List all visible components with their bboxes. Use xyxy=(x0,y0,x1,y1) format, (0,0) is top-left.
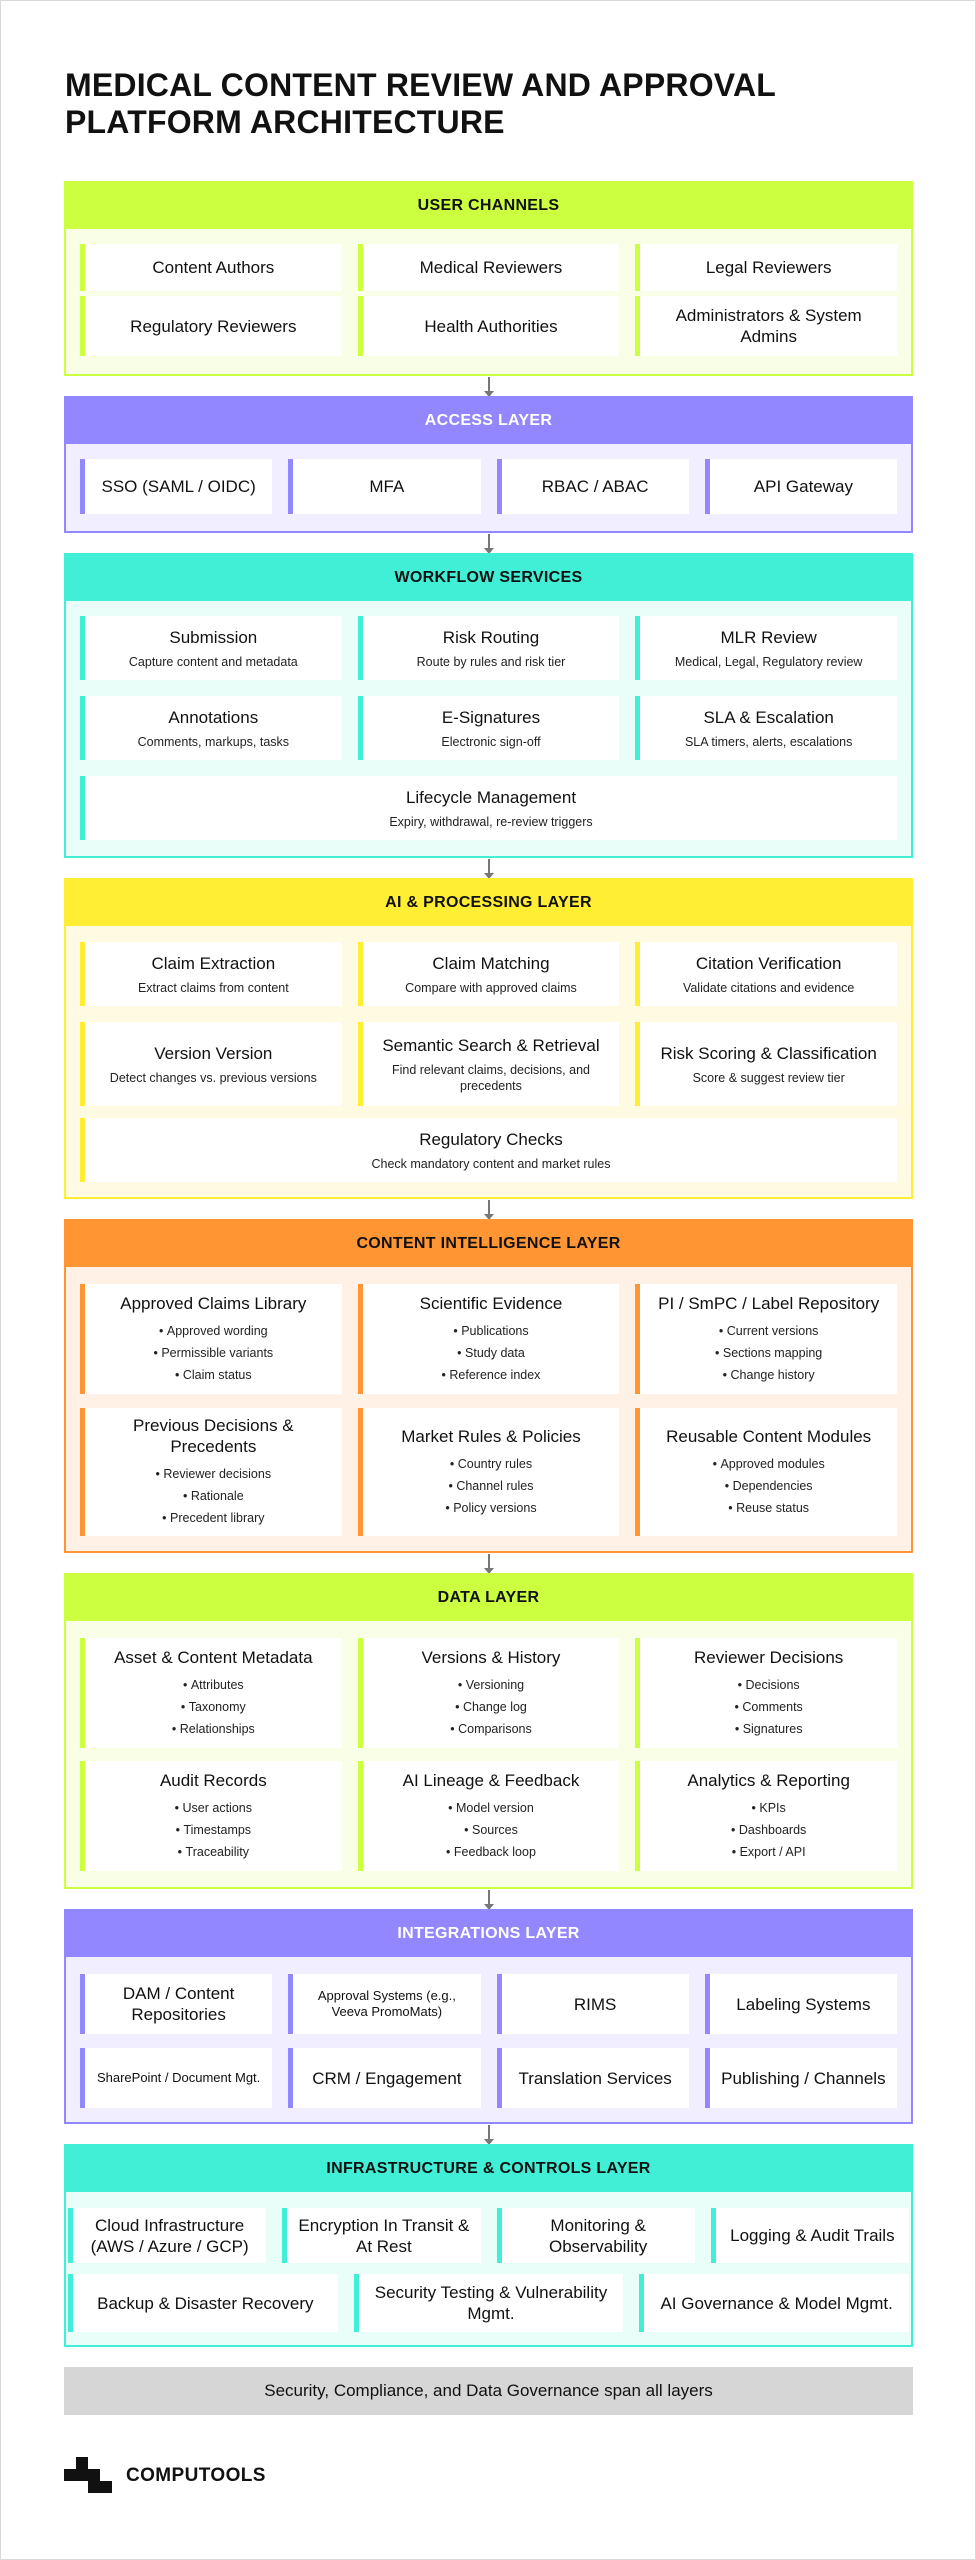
card-title: Claim Extraction xyxy=(151,953,276,973)
component-card xyxy=(358,1022,620,1106)
component-card xyxy=(288,2048,480,2108)
component-card xyxy=(80,1118,897,1182)
component-card xyxy=(358,1408,620,1536)
card-title: Previous Decisions & Precedents xyxy=(133,1416,294,1456)
card-title: AI Governance & Model Mgmt. xyxy=(660,2293,893,2313)
card-title: RIMS xyxy=(573,1994,617,2014)
card-description: Extract claims from content xyxy=(137,980,289,995)
card-bullet-list xyxy=(156,1463,272,1529)
card-bullet-item: • Reuse status xyxy=(713,1497,825,1519)
layer-heading: ACCESS LAYER xyxy=(66,398,911,444)
card-bullet-item: • Comments xyxy=(735,1696,803,1718)
flow-arrow xyxy=(488,859,490,878)
card-title: Approved Claims Library xyxy=(120,1293,307,1313)
computools-logo-icon xyxy=(64,2457,114,2495)
component-card xyxy=(705,459,897,514)
card-description: Expiry, withdrawal, re-review triggers xyxy=(389,814,593,829)
component-card xyxy=(80,1974,272,2034)
card-bullet-item: • Comparisons xyxy=(450,1718,532,1740)
layer-body xyxy=(66,1621,911,1887)
card-title: Backup & Disaster Recovery xyxy=(97,2293,314,2313)
layer-heading: DATA LAYER xyxy=(66,1575,911,1621)
layer-data-layer xyxy=(64,1573,913,1889)
card-bullet-item: • Sections mapping xyxy=(715,1342,822,1364)
card-bullet-list xyxy=(450,1674,532,1740)
card-title: Lifecycle Management xyxy=(405,787,577,807)
card-title: DAM / Content Repositories xyxy=(122,1984,235,2024)
card-bullet-item: • Relationships xyxy=(172,1718,255,1740)
card-description: Find relevant claims, decisions, and precedents xyxy=(391,1062,590,1093)
component-card xyxy=(80,1284,342,1394)
card-bullet-item: • Approved wording xyxy=(153,1320,273,1342)
card-title: E-Signatures xyxy=(441,707,541,727)
card-title: Asset & Content Metadata xyxy=(114,1647,313,1667)
component-card xyxy=(288,459,480,514)
component-card xyxy=(80,244,342,291)
flow-arrow xyxy=(488,1890,490,1909)
card-bullet-item: • Change log xyxy=(450,1696,532,1718)
component-card xyxy=(80,1761,342,1871)
card-bullet-item: • Export / API xyxy=(731,1841,806,1863)
card-title: Regulatory Checks xyxy=(419,1129,563,1149)
card-bullet-item: • Dashboards xyxy=(731,1819,806,1841)
flow-arrow xyxy=(488,534,490,553)
logo-text: COMPUTOOLS xyxy=(126,2465,266,2486)
component-card xyxy=(358,244,620,291)
component-card xyxy=(358,1284,620,1394)
component-card xyxy=(80,296,342,356)
card-title: RBAC / ABAC xyxy=(541,477,649,496)
component-card xyxy=(635,244,897,291)
component-card xyxy=(354,2274,624,2332)
layer-body xyxy=(66,229,911,374)
card-bullet-item: • Signatures xyxy=(735,1718,803,1740)
component-card xyxy=(288,1974,480,2034)
component-card xyxy=(80,696,342,760)
card-title: Logging & Audit Trails xyxy=(730,2226,895,2245)
card-bullet-item: • KPIs xyxy=(731,1797,806,1819)
layer-content-intelligence-layer xyxy=(64,1219,913,1553)
layer-body xyxy=(66,444,911,531)
card-title: Legal Reviewers xyxy=(705,258,832,277)
layer-body xyxy=(66,926,911,1197)
card-title: MLR Review xyxy=(720,627,817,647)
flow-arrow xyxy=(488,1200,490,1219)
layer-ai-processing-layer xyxy=(64,878,913,1199)
component-card xyxy=(358,942,620,1006)
card-title: Market Rules & Policies xyxy=(401,1426,581,1446)
component-card xyxy=(635,1022,897,1106)
component-card xyxy=(358,1761,620,1871)
card-bullet-item: • Feedback loop xyxy=(446,1841,536,1863)
layer-body xyxy=(66,601,911,856)
card-title: API Gateway xyxy=(753,477,853,496)
card-bullet-item: • Model version xyxy=(446,1797,536,1819)
card-bullet-item: • Sources xyxy=(446,1819,536,1841)
layer-heading: AI & PROCESSING LAYER xyxy=(66,880,911,926)
card-description: Score & suggest review tier xyxy=(692,1070,845,1085)
card-bullet-item: • Reference index xyxy=(442,1364,541,1386)
card-title: Cloud Infrastructure (AWS / Azure / GCP) xyxy=(90,2215,249,2256)
component-card xyxy=(635,1761,897,1871)
card-title: Submission xyxy=(169,627,258,647)
component-card xyxy=(635,296,897,356)
card-title: Monitoring & Observability xyxy=(548,2215,648,2256)
component-card xyxy=(358,1638,620,1748)
card-bullet-item: • Taxonomy xyxy=(172,1696,255,1718)
component-card xyxy=(635,1408,897,1536)
card-bullet-item: • Study data xyxy=(442,1342,541,1364)
component-card xyxy=(705,2048,897,2108)
card-title: PI / SmPC / Label Repository xyxy=(658,1293,880,1313)
card-bullet-list xyxy=(735,1674,803,1740)
component-card xyxy=(635,1638,897,1748)
page-title: MEDICAL CONTENT REVIEW AND APPROVAL PLATFORM ARCHITECTURE xyxy=(65,67,776,140)
card-title: Health Authorities xyxy=(424,316,558,336)
card-description: Validate citations and evidence xyxy=(682,980,855,995)
component-card xyxy=(635,942,897,1006)
card-title: AI Lineage & Feedback xyxy=(402,1770,580,1790)
component-card xyxy=(68,2274,338,2332)
card-bullet-list xyxy=(731,1797,806,1863)
component-card xyxy=(80,2048,272,2108)
flow-arrow xyxy=(488,1554,490,1573)
card-bullet-list xyxy=(715,1320,822,1386)
computools-logo xyxy=(64,2457,266,2495)
layer-user-channels xyxy=(64,181,913,376)
card-bullet-item: • Rationale xyxy=(156,1485,272,1507)
flow-arrow xyxy=(488,2125,490,2144)
card-bullet-item: • Current versions xyxy=(715,1320,822,1342)
component-card xyxy=(80,1408,342,1536)
card-bullet-item: • Country rules xyxy=(445,1453,536,1475)
component-card xyxy=(358,696,620,760)
card-bullet-item: • Publications xyxy=(442,1320,541,1342)
component-card xyxy=(639,2274,909,2332)
card-title: Labeling Systems xyxy=(736,1994,871,2014)
card-title: Regulatory Reviewers xyxy=(130,316,297,336)
card-title: Administrators & System Admins xyxy=(675,306,862,346)
layer-body xyxy=(66,1267,911,1551)
card-bullet-item: • Channel rules xyxy=(445,1475,536,1497)
card-bullet-item: • User actions xyxy=(175,1797,252,1819)
component-card xyxy=(497,2208,695,2263)
card-title: Risk Routing xyxy=(442,627,540,647)
card-title: Reusable Content Modules xyxy=(666,1426,872,1446)
card-description: Medical, Legal, Regulatory review xyxy=(674,654,863,669)
card-description: Route by rules and risk tier xyxy=(416,654,566,669)
card-title: Reviewer Decisions xyxy=(694,1647,844,1667)
card-title: CRM / Engagement xyxy=(312,2068,462,2088)
component-card xyxy=(68,2208,266,2263)
card-bullet-list xyxy=(446,1797,536,1863)
component-card xyxy=(80,776,897,840)
card-bullet-item: • Claim status xyxy=(153,1364,273,1386)
component-card xyxy=(635,696,897,760)
card-title: Citation Verification xyxy=(695,953,842,973)
layer-workflow-services xyxy=(64,553,913,858)
card-title: Audit Records xyxy=(159,1770,267,1790)
card-description: Compare with approved claims xyxy=(405,980,577,995)
component-card xyxy=(358,296,620,356)
card-description: Check mandatory content and market rules xyxy=(371,1156,611,1171)
card-title: Versions & History xyxy=(421,1647,561,1667)
card-title: Version Version xyxy=(154,1043,273,1063)
card-title: SSO (SAML / OIDC) xyxy=(101,477,256,496)
card-bullet-list xyxy=(713,1453,825,1519)
card-description: SLA timers, alerts, escalations xyxy=(684,734,853,749)
card-bullet-item: • Timestamps xyxy=(175,1819,252,1841)
layer-infrastructure-controls-layer xyxy=(64,2144,913,2347)
layer-heading: USER CHANNELS xyxy=(66,183,911,229)
layer-heading: INTEGRATIONS LAYER xyxy=(66,1911,911,1957)
card-bullet-list xyxy=(175,1797,252,1863)
card-description: Capture content and metadata xyxy=(128,654,298,669)
layer-body xyxy=(66,2192,911,2345)
component-card xyxy=(635,1284,897,1394)
card-title: Claim Matching xyxy=(432,953,550,973)
card-title: Analytics & Reporting xyxy=(687,1770,850,1790)
card-title: SharePoint / Document Mgt. xyxy=(96,2070,261,2085)
layer-integrations-layer xyxy=(64,1909,913,2124)
card-bullet-list xyxy=(445,1453,536,1519)
card-bullet-list xyxy=(442,1320,541,1386)
card-bullet-item: • Traceability xyxy=(175,1841,252,1863)
card-description: Comments, markups, tasks xyxy=(137,734,290,749)
card-bullet-item: • Dependencies xyxy=(713,1475,825,1497)
card-bullet-item: • Approved modules xyxy=(713,1453,825,1475)
card-title: Approval Systems (e.g., Veeva PromoMats) xyxy=(317,1988,456,2019)
layer-heading: INFRASTRUCTURE & CONTROLS LAYER xyxy=(66,2146,911,2192)
component-card xyxy=(80,942,342,1006)
component-card xyxy=(80,1022,342,1106)
card-title: Translation Services xyxy=(518,2068,672,2088)
component-card xyxy=(80,616,342,680)
card-title: Semantic Search & Retrieval xyxy=(382,1035,600,1055)
card-title: Scientific Evidence xyxy=(419,1293,563,1313)
component-card xyxy=(80,1638,342,1748)
layer-body xyxy=(66,1957,911,2122)
card-title: Risk Scoring & Classification xyxy=(660,1043,877,1063)
card-bullet-item: • Reviewer decisions xyxy=(156,1463,272,1485)
card-bullet-list xyxy=(172,1674,255,1740)
component-card xyxy=(497,459,689,514)
card-description: Detect changes vs. previous versions xyxy=(109,1070,317,1085)
card-title: Encryption In Transit & At Rest xyxy=(298,2215,470,2256)
card-bullet-item: • Decisions xyxy=(735,1674,803,1696)
component-card xyxy=(711,2208,909,2263)
component-card xyxy=(80,459,272,514)
component-card xyxy=(705,1974,897,2034)
card-bullet-item: • Versioning xyxy=(450,1674,532,1696)
card-title: Content Authors xyxy=(152,258,275,277)
card-bullet-item: • Precedent library xyxy=(156,1507,272,1529)
component-card xyxy=(358,616,620,680)
card-bullet-item: • Permissible variants xyxy=(153,1342,273,1364)
card-description: Electronic sign-off xyxy=(441,734,541,749)
card-title: Publishing / Channels xyxy=(721,2068,886,2088)
card-title: Security Testing & Vulnerability Mgmt. xyxy=(374,2283,608,2323)
governance-banner: Security, Compliance, and Data Governance span all layers xyxy=(64,2367,913,2415)
card-title: Medical Reviewers xyxy=(419,258,563,277)
flow-arrow xyxy=(488,377,490,396)
card-title: Annotations xyxy=(168,707,259,727)
component-card xyxy=(497,1974,689,2034)
component-card xyxy=(635,616,897,680)
component-card xyxy=(282,2208,480,2263)
card-title: SLA & Escalation xyxy=(703,707,834,727)
card-bullet-list xyxy=(153,1320,273,1386)
card-bullet-item: • Change history xyxy=(715,1364,822,1386)
layer-heading: CONTENT INTELLIGENCE LAYER xyxy=(66,1221,911,1267)
card-bullet-item: • Policy versions xyxy=(445,1497,536,1519)
card-bullet-item: • Attributes xyxy=(172,1674,255,1696)
layer-access-layer xyxy=(64,396,913,533)
component-card xyxy=(497,2048,689,2108)
card-title: MFA xyxy=(369,477,405,496)
layer-heading: WORKFLOW SERVICES xyxy=(66,555,911,601)
